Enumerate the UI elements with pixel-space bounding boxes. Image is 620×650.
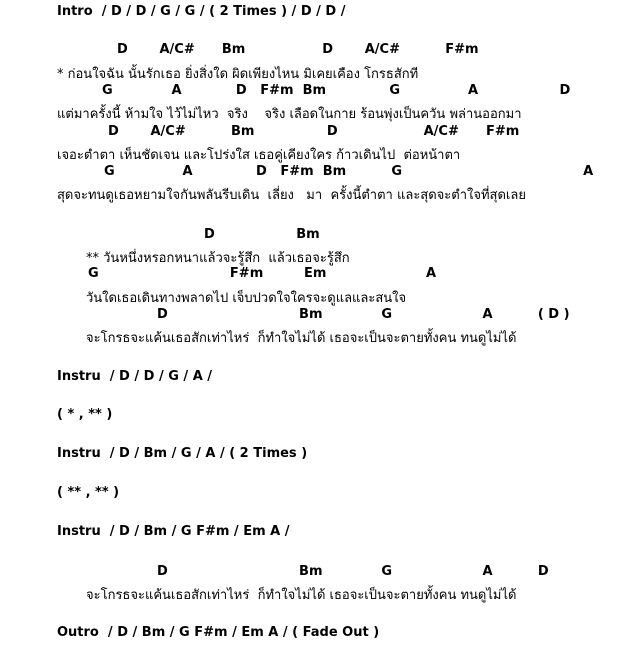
outro-line: Outro / D / Bm / G F#m / Em A / ( Fade Out ) <box>57 625 380 640</box>
ending-chord-line: D Bm G A D <box>157 564 549 579</box>
ending-lyric-line: จะโกรธจะแค้นเธอสักเท่าไหร่ ก็ทำใจไม่ได้ เธอจะเป็นจะตายทั้งคน ทนดูไม่ได้ <box>86 588 517 603</box>
repeat-line-2: ( ** , ** ) <box>57 485 120 500</box>
intro-line: Intro / D / D / G / G / ( 2 Times ) / D / D / <box>57 4 346 19</box>
repeat-line-1: ( * , ** ) <box>57 407 113 422</box>
verse-chord-line-2: G A D F#m Bm G A D <box>102 83 571 98</box>
instru-line-2: Instru / D / Bm / G / A / ( 2 Times ) <box>57 446 308 461</box>
verse-chord-line-4: G A D F#m Bm G A <box>104 164 594 179</box>
verse-lyric-line-1: * ก่อนใจฉัน นั้นรักเธอ ยิ่งสิ่งใด ผิดเพียงไหน มิเคยเคือง โกรธสักที <box>57 67 419 82</box>
verse-lyric-line-3: เจอะตำตา เห็นชัดเจน และโปร่งใส เธอคู่เคียงใคร ก้าวเดินไป ต่อหน้าตา <box>57 148 461 163</box>
chorus-lyric-line-3: จะโกรธจะแค้นเธอสักเท่าไหร่ ก็ทำใจไม่ได้ เธอจะเป็นจะตายทั้งคน ทนดูไม่ได้ <box>86 331 517 346</box>
chorus-chord-line-3: D Bm G A ( D ) <box>157 307 570 322</box>
verse-chord-line-1: D A/C# Bm D A/C# F#m <box>117 42 479 57</box>
verse-chord-line-3: D A/C# Bm D A/C# F#m <box>108 124 520 139</box>
instru-line-3: Instru / D / Bm / G F#m / Em A / <box>57 524 290 539</box>
verse-lyric-line-4: สุดจะทนดูเธอหยามใจกันพลันรีบเดิน เลี่ยง มา ครั้งนี้ตำตา และสุดจะตำใจที่สุดเลย <box>57 188 526 203</box>
chorus-chord-line-2: G F#m Em A <box>88 266 437 281</box>
instru-line-1: Instru / D / D / G / A / <box>57 369 213 384</box>
chorus-chord-line-1: D Bm <box>204 227 320 242</box>
verse-lyric-line-2: แต่มาครั้งนี้ ห้ามใจ ไว้ไม่ไหว จริง จริง เลือดในกาย ร้อนพุ่งเป็นควัน พล่านออกมา <box>57 107 522 122</box>
chorus-lyric-line-2: วันใดเธอเดินทางพลาดไป เจ็บปวดใจใครจะดูแลและสนใจ <box>86 291 407 306</box>
chorus-lyric-line-1: ** วันหนึ่งหรอกหนาแล้วจะรู้สึก แล้วเธอจะรู้สึก <box>86 251 350 266</box>
